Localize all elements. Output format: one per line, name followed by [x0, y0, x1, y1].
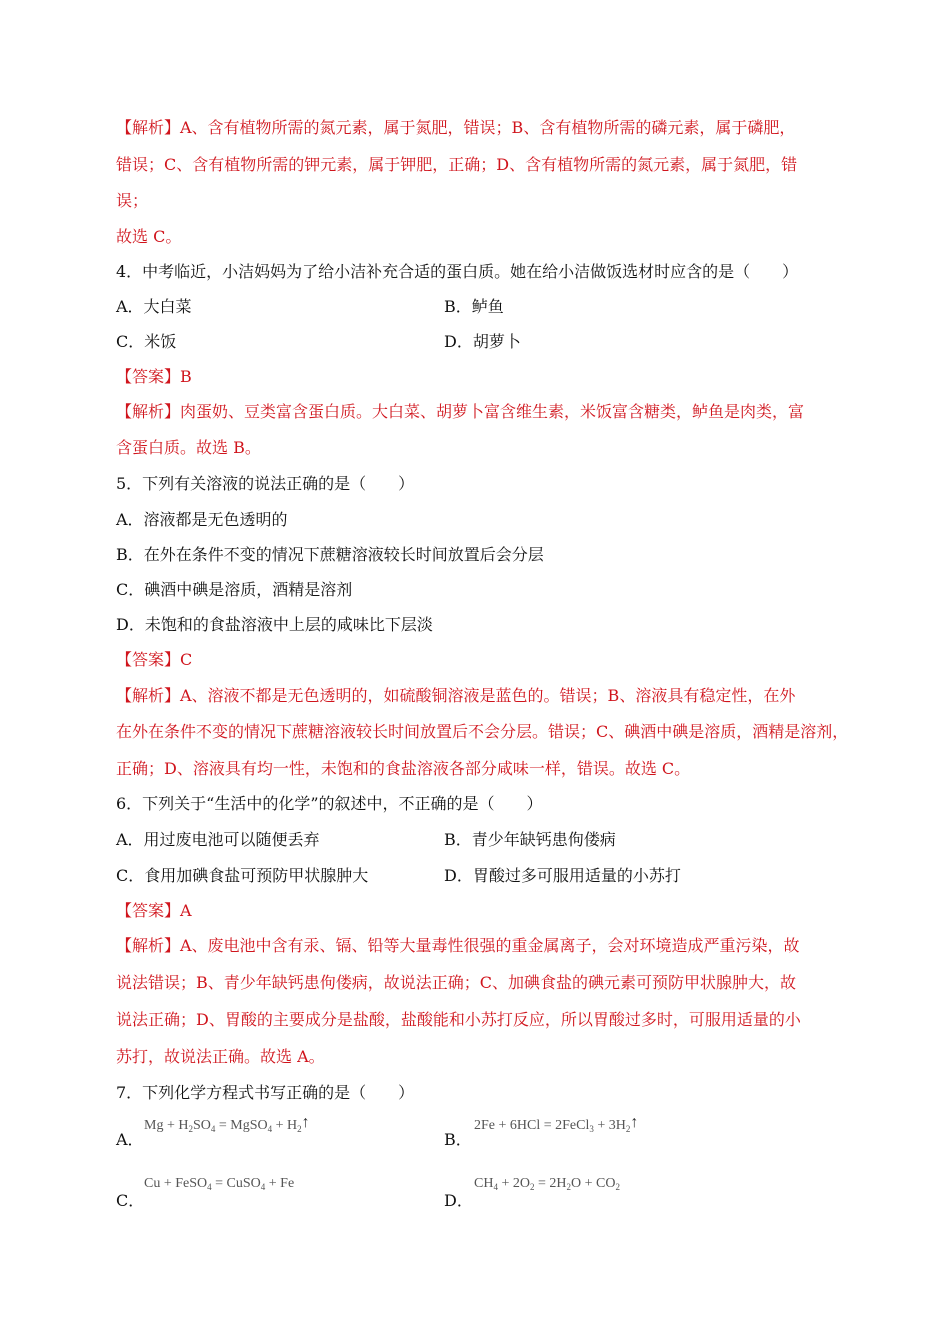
subscript: 2	[566, 1182, 571, 1192]
equation-text: + Fe	[265, 1176, 295, 1191]
equation-text: Cu + FeSO	[144, 1176, 208, 1191]
q4-option-c: C．米饭	[116, 332, 177, 351]
equation-text: Mg + H	[144, 1118, 189, 1133]
q4-analysis-line-1: 【解析】肉蛋奶、豆类富含蛋白质。大白菜、胡萝卜富含维生素，米饭富含糖类，鲈鱼是肉类，富	[116, 402, 805, 421]
q6-stem: 6．下列关于“生活中的化学”的叙述中，不正确的是（ ）	[116, 794, 543, 813]
q5-option-d: D．未饱和的食盐溶液中上层的咸味比下层淡	[116, 615, 433, 634]
q6-analysis-line-2: 说法错误；B、青少年缺钙患佝偻病，故说法正确；C、加碘食盐的碘元素可预防甲状腺肿大，故	[116, 973, 797, 992]
equation-text: O + CO	[570, 1176, 616, 1191]
subscript: 4	[260, 1182, 266, 1192]
subscript: 2	[188, 1124, 193, 1134]
subscript: 4	[267, 1124, 273, 1134]
subscript: 3	[589, 1124, 594, 1134]
subscript: 4	[207, 1182, 212, 1192]
q7-option-d-label: D．	[444, 1191, 473, 1210]
q4-answer: 【答案】B	[116, 367, 192, 386]
equation-text: = MgSO	[215, 1118, 268, 1133]
q3-analysis-line-4: 故选 C。	[116, 227, 182, 246]
q6-option-c: C．食用加碘食盐可预防甲状腺肿大	[116, 866, 369, 885]
q5-option-c: C．碘酒中碘是溶质，酒精是溶剂	[116, 580, 353, 599]
q7-option-a-label: A．	[116, 1130, 144, 1149]
q3-analysis-line-2: 错误；C、含有植物所需的钾元素，属于钾肥，正确；D、含有植物所需的氮元素，属于氮肥，错	[116, 155, 798, 174]
q4-option-b: B．鲈鱼	[444, 297, 504, 316]
subscript: 2	[297, 1124, 302, 1134]
q6-option-b: B．青少年缺钙患佝偻病	[444, 830, 616, 849]
q6-analysis-line-1: 【解析】A、废电池中含有汞、镉、铅等大量毒性很强的重金属离子，会对环境造成严重污染，故	[116, 936, 800, 955]
q6-option-a: A．用过废电池可以随便丢弃	[116, 830, 320, 849]
subscript: 2	[625, 1124, 631, 1134]
equation-text: + 3H	[593, 1118, 626, 1133]
q6-analysis-line-4: 苏打，故说法正确。故选 A。	[116, 1047, 325, 1066]
equation-text: + 2O	[497, 1176, 530, 1191]
q7-stem: 7．下列化学方程式书写正确的是（ ）	[116, 1083, 415, 1102]
subscript: 4	[210, 1124, 216, 1134]
q5-option-a: A．溶液都是无色透明的	[116, 510, 288, 529]
subscript: 4	[493, 1182, 498, 1192]
q4-option-d: D．胡萝卜	[444, 332, 521, 351]
q5-stem: 5．下列有关溶液的说法正确的是（ ）	[116, 474, 415, 493]
q4-stem: 4．中考临近，小洁妈妈为了给小洁补充合适的蛋白质。她在给小洁做饭选材时应含的是（ ）	[116, 262, 799, 281]
q5-answer: 【答案】C	[116, 650, 193, 669]
subscript: 2	[529, 1182, 535, 1192]
q6-option-d: D．胃酸过多可服用适量的小苏打	[444, 866, 681, 885]
q7-option-b-label: B．	[444, 1130, 472, 1149]
q4-option-a: A．大白菜	[116, 297, 192, 316]
q7-option-c-label: C．	[116, 1191, 145, 1210]
equation-text: = 2H	[534, 1176, 567, 1191]
q7-option-b-equation	[474, 1116, 638, 1134]
equation-text: = CuSO	[211, 1176, 261, 1191]
q7-option-a-equation	[144, 1116, 310, 1134]
equation-text: SO	[192, 1118, 211, 1133]
q3-analysis-line-1: 【解析】A、含有植物所需的氮元素，属于氮肥，错误；B、含有植物所需的磷元素，属于磷肥，	[116, 118, 796, 137]
q6-answer: 【答案】A	[116, 901, 192, 920]
q7-option-d-equation	[474, 1176, 620, 1192]
q7-option-c-equation	[144, 1176, 294, 1192]
equation-text: + H	[272, 1118, 298, 1133]
q5-analysis-line-2: 在外在条件不变的情况下蔗糖溶液较长时间放置后不会分层。错误；C、碘酒中碘是溶质，酒精是溶剂，	[116, 722, 849, 741]
q5-analysis-line-3: 正确；D、溶液具有均一性，未饱和的食盐溶液各部分咸味一样，错误。故选 C。	[116, 759, 691, 778]
gas-arrow-icon: ↑	[630, 1114, 639, 1131]
equation-text: CH	[474, 1176, 494, 1191]
gas-arrow-icon: ↑	[301, 1114, 310, 1131]
subscript: 2	[615, 1182, 620, 1192]
q3-analysis-line-3: 误；	[116, 191, 149, 210]
q5-option-b: B．在外在条件不变的情况下蔗糖溶液较长时间放置后会分层	[116, 545, 544, 564]
equation-text: 2Fe + 6HCl = 2FeCl	[474, 1118, 590, 1133]
q5-analysis-line-1: 【解析】A、溶液不都是无色透明的，如硫酸铜溶液是蓝色的。错误；B、溶液具有稳定性，在外	[116, 686, 796, 705]
q6-analysis-line-3: 说法正确；D、胃酸的主要成分是盐酸，盐酸能和小苏打反应，所以胃酸过多时，可服用适量的小	[116, 1010, 801, 1029]
q4-analysis-line-2: 含蛋白质。故选 B。	[116, 438, 261, 457]
